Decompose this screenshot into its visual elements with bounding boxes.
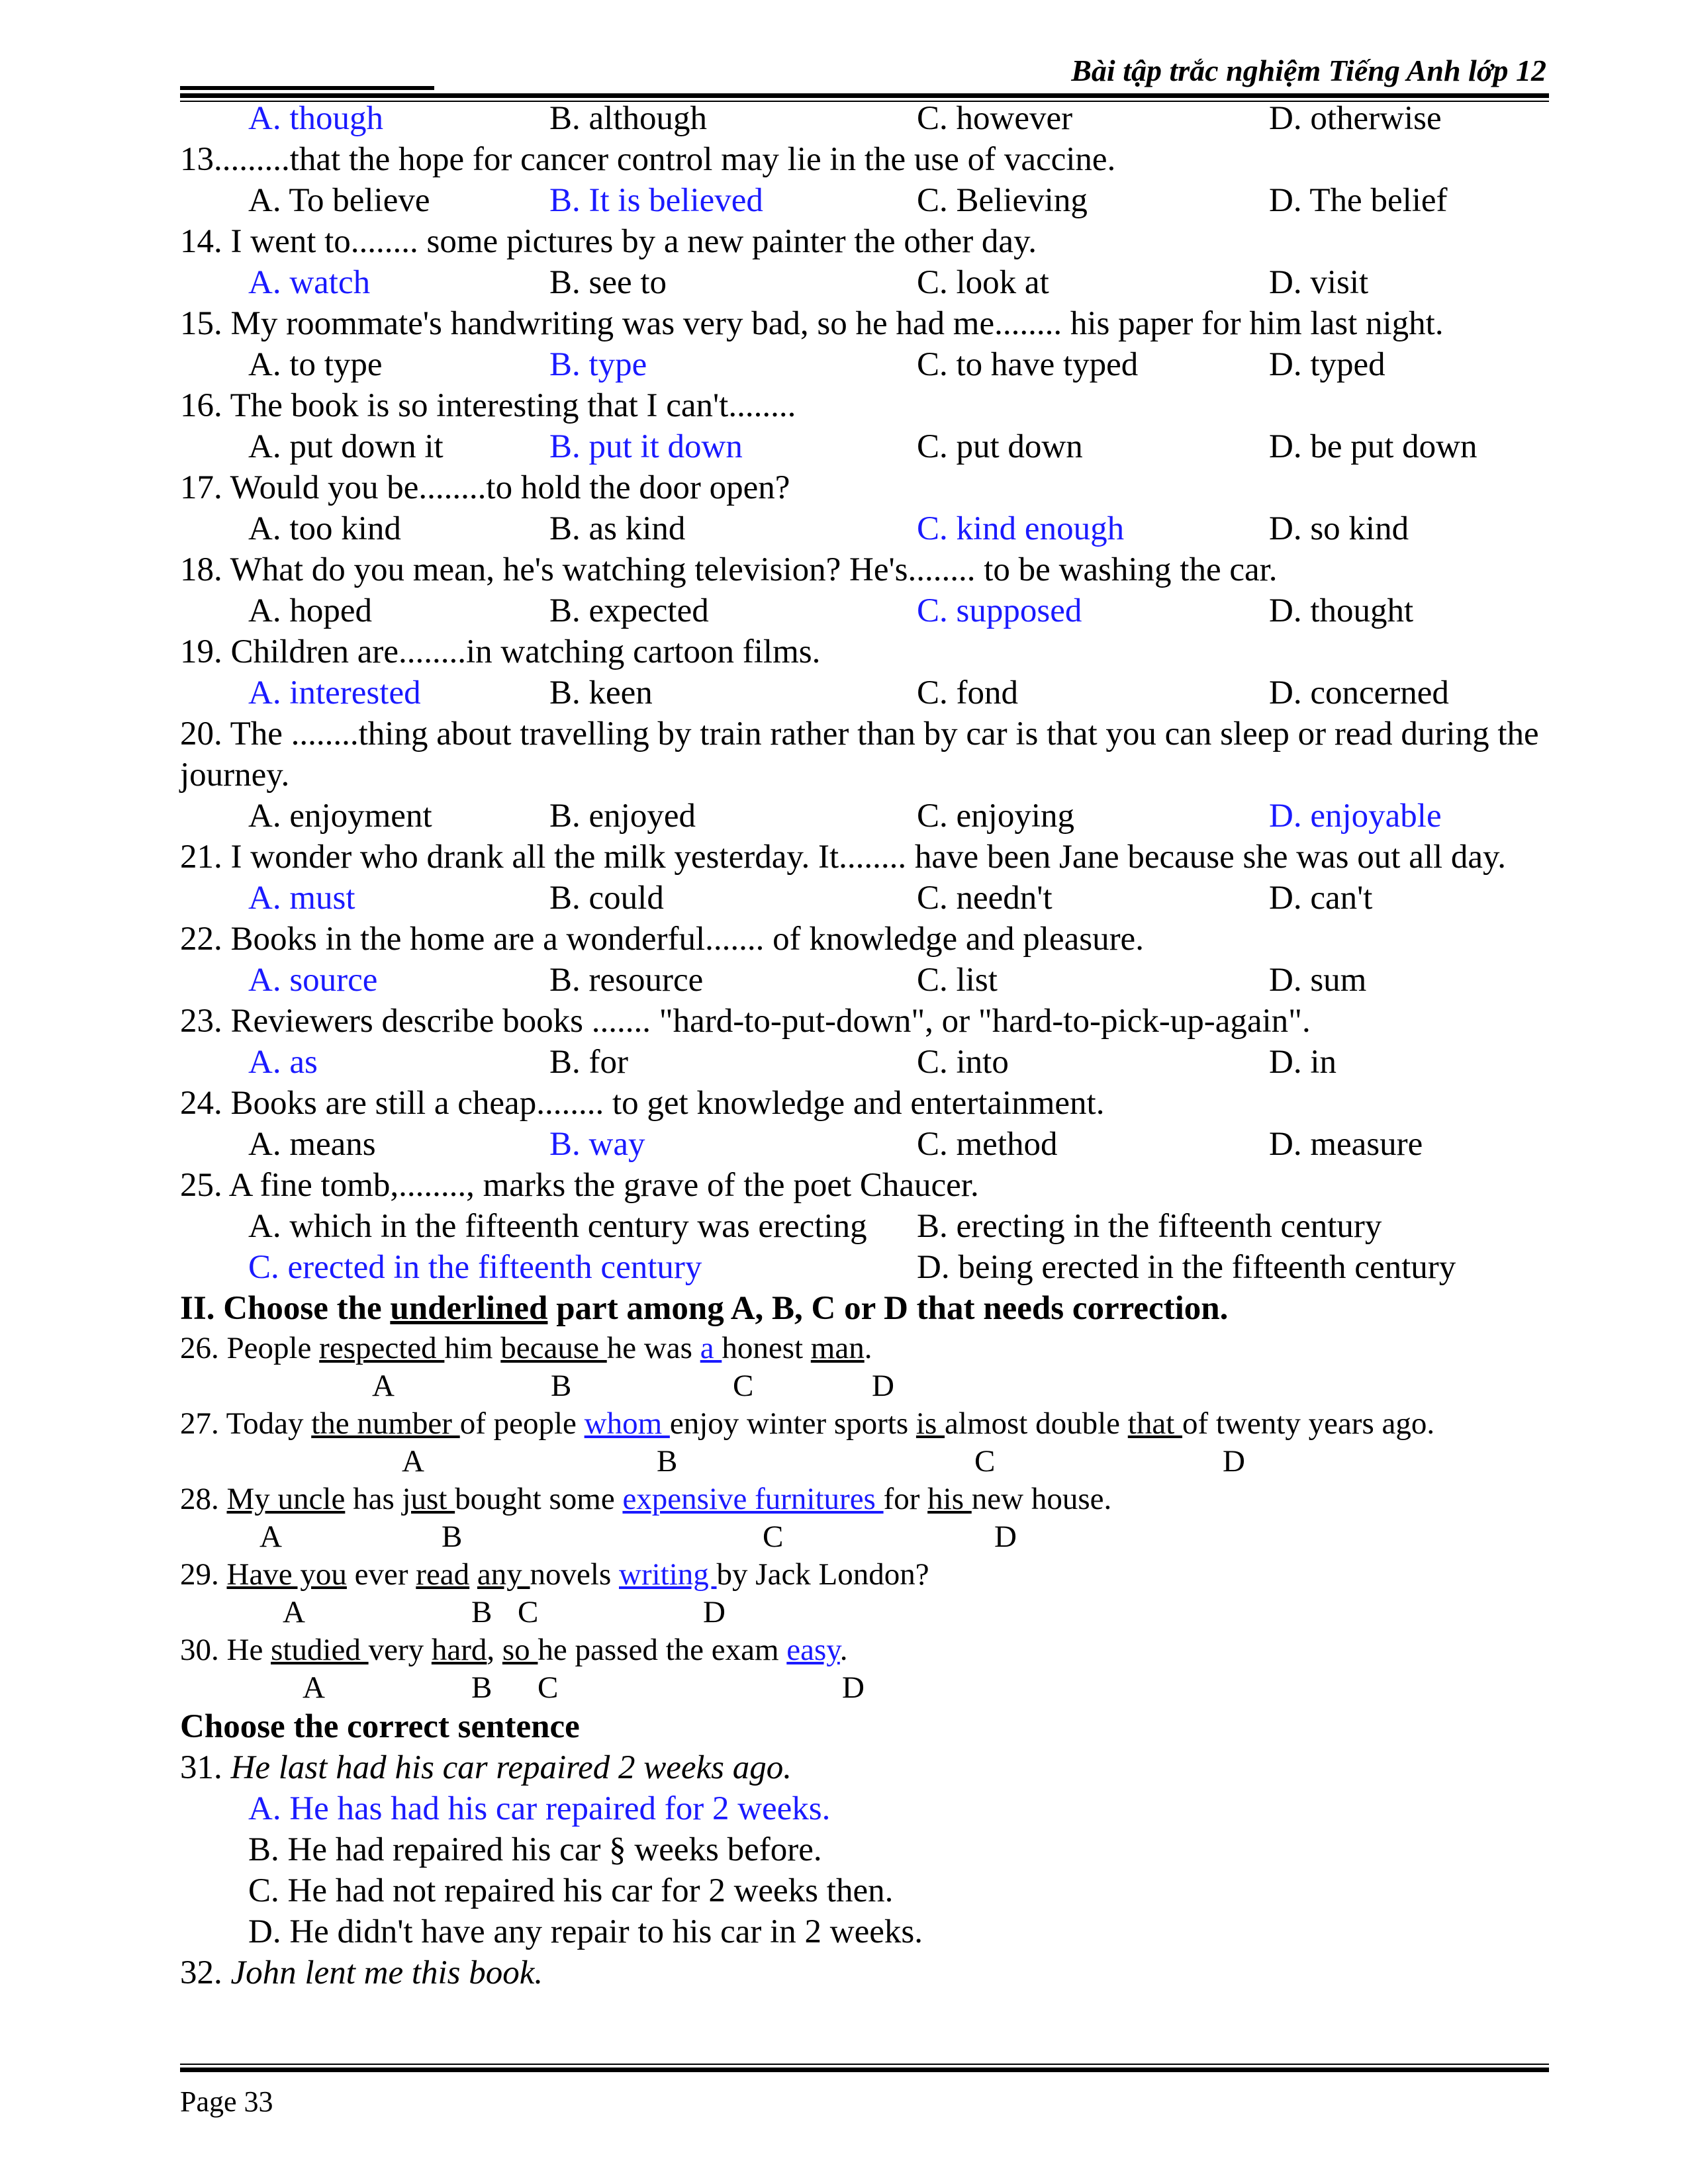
answer-letters: [180, 1443, 1549, 1480]
options-row: [180, 590, 1549, 631]
question-text: 23. Reviewers describe books ....... "hard-to-put-down", or "hard-to-pick-up-again".: [180, 1003, 1311, 1040]
options-row: [180, 426, 1549, 467]
option-a: A. which in the fifteenth century was erecting: [248, 1208, 867, 1245]
underlined-part: respected: [319, 1331, 445, 1365]
option-d: D. measure: [1269, 1126, 1423, 1163]
option-c: C. erected in the fifteenth century: [248, 1249, 702, 1286]
options-row: [180, 796, 1549, 837]
option-c: C. enjoying: [917, 797, 1074, 835]
question-text: 31. He last had his car repaired 2 weeks ago.: [180, 1749, 792, 1786]
option-d: D. can't: [1269, 880, 1373, 917]
underlined-part: hard: [431, 1633, 487, 1667]
option-a: A. though: [248, 100, 383, 137]
underlined-part: just: [402, 1482, 455, 1516]
option-a: A. source: [248, 962, 378, 999]
option-c: C. to have typed: [917, 346, 1139, 383]
option-a: A. to type: [248, 346, 383, 383]
option-a: A. means: [248, 1126, 376, 1163]
option-a: A. He has had his car repaired for 2 weeks.: [248, 1790, 831, 1827]
option-b: B. erecting in the fifteenth century: [917, 1208, 1382, 1245]
option-c: C. look at: [917, 264, 1049, 301]
section-heading: II. Choose the underlined part among A, B, C or D that needs correction.: [180, 1290, 1229, 1327]
letter-c: C: [763, 1520, 784, 1554]
underlined-part: My uncle: [226, 1482, 346, 1516]
question-text: 32. John lent me this book.: [180, 1954, 543, 1991]
question-text: 15. My roommate's handwriting was very bad, so he had me........ his paper for him last night.: [180, 305, 1444, 342]
letter-c: C: [518, 1595, 539, 1629]
options-row: [180, 1042, 1549, 1083]
footer-rule-thin: [180, 2064, 1549, 2065]
options-row: [180, 960, 1549, 1001]
option-d: D. enjoyable: [1269, 797, 1442, 835]
options-row: [180, 344, 1549, 385]
option-a: A. must: [248, 880, 355, 917]
letter-d: D: [1223, 1444, 1245, 1479]
letter-b: B: [657, 1444, 678, 1479]
question-text: 13.........that the hope for cancer control may lie in the use of vaccine.: [180, 141, 1116, 178]
underlined-part: that: [1127, 1406, 1183, 1441]
options-row: [180, 262, 1549, 303]
option-c: C. kind enough: [917, 510, 1125, 547]
option-d: D. be put down: [1269, 428, 1477, 465]
underlined-part: any: [477, 1557, 530, 1592]
options-row: [180, 672, 1549, 713]
question-text: 20. The ........thing about travelling by train rather than by car is that you can sleep or read during the journey.: [180, 715, 1539, 794]
answer-letters: [180, 1367, 1549, 1404]
letter-c: C: [538, 1670, 559, 1705]
correction-question: 30. He studied very hard, so he passed the exam easy.: [180, 1633, 848, 1667]
answer-letters: [180, 1669, 1549, 1706]
option-a: A. To believe: [248, 182, 430, 219]
exercise-content: [180, 98, 1549, 1993]
underlined-part: is: [915, 1406, 945, 1441]
option-c: C. put down: [917, 428, 1083, 465]
option-c: C. needn't: [917, 880, 1053, 917]
underlined-part: studied: [271, 1633, 369, 1667]
option-a: A. hoped: [248, 592, 372, 629]
option-b: B. enjoyed: [549, 797, 696, 835]
option-d: D. visit: [1269, 264, 1369, 301]
option-d: D. so kind: [1269, 510, 1409, 547]
underlined-word: underlined: [390, 1290, 548, 1327]
option-c: C. however: [917, 100, 1073, 137]
underlined-part: read: [416, 1557, 470, 1592]
letter-a: A: [259, 1520, 282, 1554]
option-c: C. He had not repaired his car for 2 weeks then.: [248, 1872, 894, 1909]
options-row: [180, 878, 1549, 919]
underlined-part: writing: [619, 1557, 717, 1592]
footer-rule-thick: [180, 2068, 1549, 2072]
underlined-part: a: [700, 1331, 722, 1365]
options-row: [180, 98, 1549, 139]
letter-a: A: [283, 1595, 305, 1629]
letter-d: D: [872, 1369, 894, 1403]
options-row: [180, 508, 1549, 549]
option-b: B. could: [549, 880, 664, 917]
option-d: D. concerned: [1269, 674, 1449, 711]
underlined-part: man: [810, 1331, 865, 1365]
options-row: [180, 1124, 1549, 1165]
question-text: 16. The book is so interesting that I can't........: [180, 387, 796, 424]
header-short-rule: [180, 86, 434, 90]
question-text: 25. A fine tomb,........, marks the grave of the poet Chaucer.: [180, 1167, 979, 1204]
header-title: Bài tập trắc nghiệm Tiếng Anh lớp 12: [1071, 54, 1546, 87]
underlined-part: easy: [786, 1633, 840, 1667]
underlined-part: expensive furnitures: [622, 1482, 884, 1516]
letter-b: B: [471, 1670, 492, 1705]
prompt-sentence: He last had his car repaired 2 weeks ago.: [230, 1749, 792, 1786]
correction-question: 26. People respected him because he was a honest man.: [180, 1331, 872, 1365]
option-c: C. method: [917, 1126, 1058, 1163]
answer-letters: [180, 1518, 1549, 1555]
option-d: D. in: [1269, 1044, 1336, 1081]
options-row: [180, 1247, 1549, 1288]
prompt-sentence: John lent me this book.: [230, 1954, 543, 1991]
options-row: [180, 180, 1549, 221]
underlined-part: the number: [311, 1406, 460, 1441]
underlined-part: so: [502, 1633, 538, 1667]
header-rule-thick: [180, 93, 1549, 98]
underlined-part: because: [500, 1331, 607, 1365]
letter-d: D: [842, 1670, 865, 1705]
option-b: B. put it down: [549, 428, 743, 465]
option-b: B. He had repaired his car § weeks before.: [248, 1831, 822, 1868]
letter-a: A: [303, 1670, 325, 1705]
letter-b: B: [471, 1595, 492, 1629]
option-c: C. into: [917, 1044, 1009, 1081]
question-text: 21. I wonder who drank all the milk yesterday. It........ have been Jane because she was out all day.: [180, 839, 1506, 876]
option-b: B. see to: [549, 264, 667, 301]
underlined-part: Have you: [226, 1557, 347, 1592]
letter-a: A: [402, 1444, 424, 1479]
option-b: B. although: [549, 100, 707, 137]
option-b: B. keen: [549, 674, 653, 711]
option-a: A. as: [248, 1044, 318, 1081]
option-b: B. as kind: [549, 510, 686, 547]
question-text: 24. Books are still a cheap........ to get knowledge and entertainment.: [180, 1085, 1105, 1122]
letter-d: D: [703, 1595, 726, 1629]
letter-b: B: [442, 1520, 463, 1554]
letter-a: A: [372, 1369, 395, 1403]
question-text: 17. Would you be........to hold the door open?: [180, 469, 790, 506]
underlined-part: his: [927, 1482, 972, 1516]
option-c: C. Believing: [917, 182, 1088, 219]
option-b: B. It is believed: [549, 182, 763, 219]
option-a: A. put down it: [248, 428, 444, 465]
option-b: B. way: [549, 1126, 645, 1163]
section-heading: Choose the correct sentence: [180, 1708, 580, 1745]
option-b: B. expected: [549, 592, 709, 629]
option-b: B. resource: [549, 962, 704, 999]
option-d: D. typed: [1269, 346, 1385, 383]
option-d: D. being erected in the fifteenth century: [917, 1249, 1456, 1286]
answer-letters: [180, 1594, 1549, 1631]
option-a: A. watch: [248, 264, 371, 301]
correction-question: 29. Have you ever read any novels writing by Jack London?: [180, 1557, 929, 1592]
option-c: C. fond: [917, 674, 1018, 711]
option-a: A. interested: [248, 674, 421, 711]
letter-b: B: [551, 1369, 572, 1403]
question-text: 19. Children are........in watching cartoon films.: [180, 633, 821, 670]
option-d: D. thought: [1269, 592, 1414, 629]
option-a: A. enjoyment: [248, 797, 432, 835]
option-d: D. otherwise: [1269, 100, 1442, 137]
letter-c: C: [733, 1369, 754, 1403]
correction-question: 28. My uncle has just bought some expensive furnitures for his new house.: [180, 1482, 1112, 1516]
letter-c: C: [974, 1444, 996, 1479]
correction-question: 27. Today the number of people whom enjoy winter sports is almost double that of twenty years ago.: [180, 1406, 1435, 1441]
page-number: Page 33: [180, 2085, 273, 2118]
option-c: C. supposed: [917, 592, 1082, 629]
option-c: C. list: [917, 962, 998, 999]
question-text: 14. I went to........ some pictures by a new painter the other day.: [180, 223, 1037, 260]
option-d: D. sum: [1269, 962, 1367, 999]
question-text: 18. What do you mean, he's watching television? He's........ to be washing the car.: [180, 551, 1278, 588]
underlined-part: whom: [584, 1406, 670, 1441]
letter-d: D: [994, 1520, 1017, 1554]
option-b: B. type: [549, 346, 647, 383]
option-d: D. The belief: [1269, 182, 1448, 219]
options-row: [180, 1206, 1549, 1247]
option-d: D. He didn't have any repair to his car in 2 weeks.: [248, 1913, 923, 1950]
question-text: 22. Books in the home are a wonderful....... of knowledge and pleasure.: [180, 921, 1144, 958]
option-a: A. too kind: [248, 510, 401, 547]
option-b: B. for: [549, 1044, 628, 1081]
